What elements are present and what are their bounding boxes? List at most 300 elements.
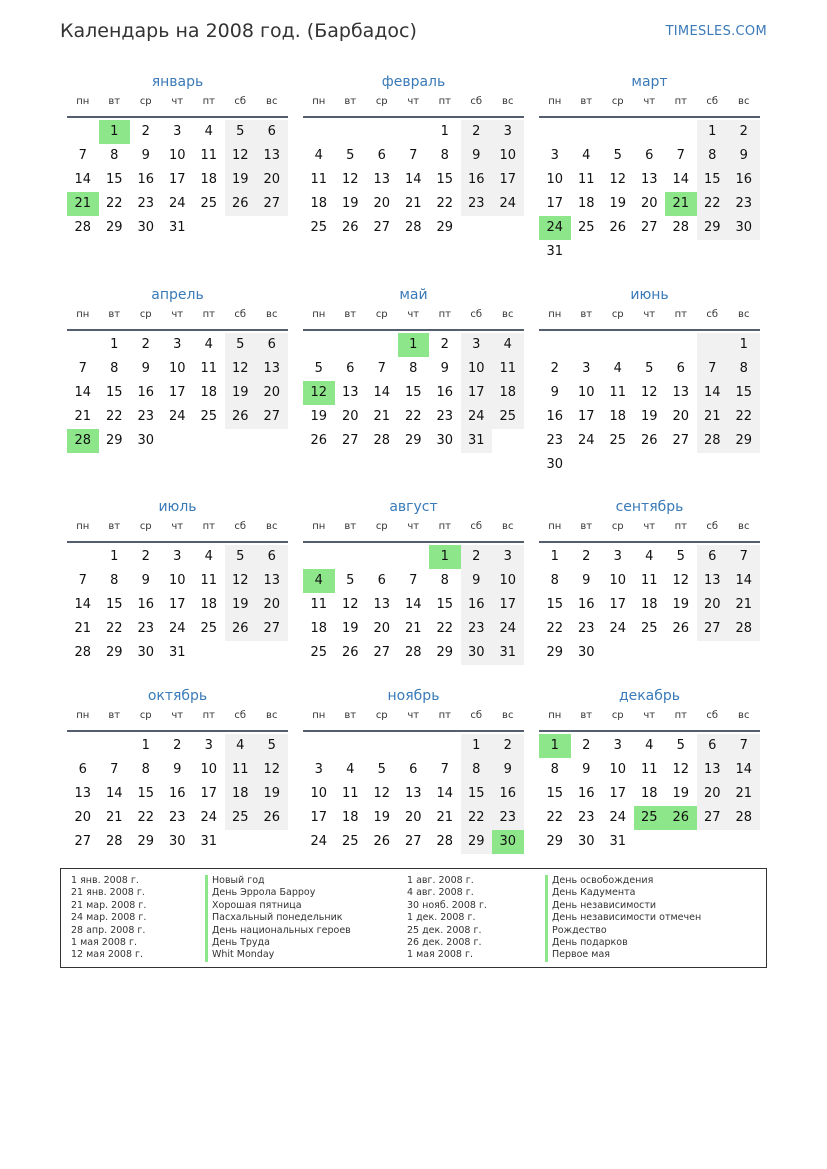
day-cell: 7: [728, 545, 760, 569]
day-cell: 17: [577, 409, 595, 424]
day-cell: 12: [640, 385, 658, 400]
legend-entry: 24 мар. 2008 г.: [71, 912, 147, 924]
day-cell: 28: [697, 429, 729, 453]
day-cell: 13: [373, 172, 391, 187]
weekday-label: ср: [139, 309, 152, 320]
weekday-label: вт: [344, 96, 357, 107]
day-cell: 12: [341, 172, 359, 187]
day-cell: 20: [672, 409, 690, 424]
holiday-day: 1: [539, 734, 571, 758]
day-cell: 8: [728, 357, 760, 381]
day-cell: 21: [74, 409, 92, 424]
month-name: февраль: [381, 74, 446, 90]
weekday-label: чт: [171, 710, 184, 721]
day-cell: 9: [461, 144, 493, 168]
day-cell: 18: [341, 810, 359, 825]
day-cell: 15: [546, 786, 564, 801]
day-cell: 1: [461, 734, 493, 758]
day-cell: 27: [640, 220, 658, 235]
day-cell: 11: [492, 357, 524, 381]
day-cell: 30: [546, 457, 564, 472]
month-name: август: [389, 499, 438, 515]
day-cell: 14: [728, 569, 760, 593]
day-cell: 6: [697, 545, 729, 569]
day-cell: 11: [310, 172, 328, 187]
legend-entry: День национальных героев: [205, 925, 351, 937]
weekday-label: ср: [611, 521, 624, 532]
day-cell: 29: [728, 429, 760, 453]
legend-entry: 1 дек. 2008 г.: [407, 912, 476, 924]
day-cell: 6: [346, 361, 355, 376]
weekday-label: вт: [108, 710, 121, 721]
weekday-label: вс: [266, 96, 278, 107]
day-cell: 5: [256, 734, 288, 758]
legend-entry: День подарков: [545, 937, 701, 949]
day-cell: 31: [461, 429, 493, 453]
day-cell: 6: [256, 333, 288, 357]
day-cell: 21: [404, 196, 422, 211]
day-cell: 27: [697, 617, 729, 641]
day-cell: 9: [461, 569, 493, 593]
legend-entry: Новый год: [205, 875, 351, 887]
weekday-header: [67, 307, 288, 331]
empty-cell: [303, 120, 335, 144]
day-cell: 12: [225, 357, 257, 381]
day-cell: 23: [546, 433, 564, 448]
legend-names-2: [545, 875, 701, 962]
weekday-label: чт: [171, 309, 184, 320]
day-cell: 13: [341, 385, 359, 400]
month-name: май: [399, 287, 428, 303]
empty-cell: [571, 333, 603, 357]
weekday-label: сб: [470, 521, 483, 532]
month-8: [303, 497, 524, 665]
day-cell: 14: [728, 758, 760, 782]
weekday-label: вт: [580, 710, 593, 721]
day-cell: 7: [409, 573, 418, 588]
day-cell: 20: [373, 196, 391, 211]
day-cell: 29: [461, 830, 493, 854]
day-cell: 8: [440, 573, 449, 588]
day-cell: 16: [137, 172, 155, 187]
legend-entry: 21 мар. 2008 г.: [71, 899, 147, 911]
day-cell: 21: [105, 810, 123, 825]
day-cell: 26: [225, 192, 257, 216]
day-cell: 5: [645, 361, 654, 376]
day-cell: 3: [314, 762, 323, 777]
day-cell: 25: [577, 220, 595, 235]
weekday-header: [67, 708, 288, 732]
day-cell: 23: [168, 810, 186, 825]
day-cell: 15: [728, 381, 760, 405]
day-cell: 10: [609, 573, 627, 588]
day-cell: 27: [373, 645, 391, 660]
day-cell: 9: [141, 573, 150, 588]
day-cell: 6: [409, 762, 418, 777]
month-5: [303, 285, 524, 453]
day-cell: 8: [697, 144, 729, 168]
month-9: [539, 497, 760, 665]
month-name: июль: [158, 499, 197, 515]
day-cell: 31: [609, 834, 627, 849]
day-cell: 15: [697, 168, 729, 192]
weekday-label: чт: [407, 521, 420, 532]
day-cell: 9: [550, 385, 559, 400]
month-name: июнь: [630, 287, 669, 303]
day-cell: 13: [640, 172, 658, 187]
day-cell: 18: [492, 381, 524, 405]
day-cell: 19: [373, 810, 391, 825]
weekday-header: [539, 708, 760, 732]
day-cell: 8: [440, 148, 449, 163]
day-cell: 26: [373, 834, 391, 849]
day-cell: 10: [577, 385, 595, 400]
empty-cell: [366, 734, 398, 758]
day-cell: 7: [377, 361, 386, 376]
day-cell: 30: [728, 216, 760, 240]
day-cell: 19: [225, 381, 257, 405]
weekday-header: [303, 708, 524, 732]
legend-entry: 1 авг. 2008 г.: [407, 875, 474, 886]
weekday-label: сб: [470, 309, 483, 320]
empty-cell: [665, 120, 697, 144]
day-cell: 14: [672, 172, 690, 187]
day-cell: 17: [310, 810, 328, 825]
weekday-label: пн: [76, 309, 90, 320]
legend-entry: Хорошая пятница: [205, 900, 351, 912]
day-cell: 22: [546, 810, 564, 825]
weekday-label: чт: [171, 96, 184, 107]
day-cell: 5: [225, 120, 257, 144]
day-cell: 19: [225, 168, 257, 192]
day-cell: 18: [577, 196, 595, 211]
day-cell: 14: [404, 172, 422, 187]
month-name: ноябрь: [387, 688, 440, 704]
weekday-label: вс: [502, 96, 514, 107]
day-cell: 18: [310, 196, 328, 211]
day-cell: 20: [404, 810, 422, 825]
empty-cell: [366, 120, 398, 144]
day-cell: 21: [373, 409, 391, 424]
day-cell: 2: [173, 738, 182, 753]
day-cell: 28: [373, 433, 391, 448]
day-cell: 3: [173, 124, 182, 139]
day-cell: 9: [582, 762, 591, 777]
day-cell: 16: [461, 593, 493, 617]
weekday-label: сб: [234, 309, 247, 320]
weekday-label: пт: [674, 710, 687, 721]
month-name: декабрь: [618, 688, 681, 704]
legend-entry: 21 янв. 2008 г.: [71, 887, 145, 899]
day-cell: 5: [613, 148, 622, 163]
legend-entry: День Кадумента: [545, 887, 701, 899]
empty-cell: [366, 333, 398, 357]
day-cell: 1: [550, 549, 559, 564]
weekday-label: ср: [611, 96, 624, 107]
day-cell: 13: [373, 597, 391, 612]
day-cell: 30: [577, 834, 595, 849]
day-cell: 29: [697, 216, 729, 240]
day-cell: 16: [492, 782, 524, 806]
day-cell: 15: [137, 786, 155, 801]
day-cell: 8: [141, 762, 150, 777]
weekday-label: вт: [344, 521, 357, 532]
day-cell: 26: [225, 617, 257, 641]
weekday-label: ср: [139, 96, 152, 107]
day-cell: 11: [200, 573, 218, 588]
day-cell: 16: [461, 168, 493, 192]
day-cell: 2: [582, 549, 591, 564]
day-cell: 23: [137, 409, 155, 424]
legend-entry: Пасхальный понедельник: [205, 912, 351, 924]
day-cell: 10: [310, 786, 328, 801]
month-2: [303, 72, 524, 240]
site-link[interactable]: TIMESLES.COM: [665, 24, 767, 39]
holiday-day: 30: [492, 830, 524, 854]
day-cell: 2: [728, 120, 760, 144]
day-cell: 10: [492, 144, 524, 168]
weekday-header: [67, 94, 288, 118]
weekday-label: ср: [139, 521, 152, 532]
legend-entry: 4 авг. 2008 г.: [407, 887, 474, 899]
day-cell: 16: [577, 786, 595, 801]
day-cell: 7: [676, 148, 685, 163]
legend-entry: День Труда: [205, 937, 351, 949]
day-cell: 2: [141, 337, 150, 352]
weekday-label: пн: [548, 96, 562, 107]
day-cell: 19: [640, 409, 658, 424]
day-cell: 25: [200, 196, 218, 211]
month-7: [67, 497, 288, 665]
day-cell: 21: [728, 593, 760, 617]
day-cell: 26: [256, 806, 288, 830]
month-name: январь: [151, 74, 204, 90]
holiday-day: 1: [398, 333, 430, 357]
day-cell: 15: [461, 782, 493, 806]
month-6: [539, 285, 760, 477]
day-cell: 18: [200, 597, 218, 612]
weekday-label: ср: [611, 309, 624, 320]
day-cell: 16: [436, 385, 454, 400]
day-cell: 6: [377, 148, 386, 163]
month-name: март: [631, 74, 668, 90]
legend-entry: День Эррола Барроу: [205, 887, 351, 899]
day-cell: 24: [168, 196, 186, 211]
day-cell: 19: [341, 196, 359, 211]
day-cell: 30: [436, 433, 454, 448]
day-cell: 14: [74, 172, 92, 187]
legend-entry: День независимости отмечен: [545, 912, 701, 924]
weekday-label: сб: [234, 521, 247, 532]
weekday-label: пн: [548, 710, 562, 721]
weekday-label: чт: [643, 96, 656, 107]
day-cell: 28: [404, 645, 422, 660]
day-cell: 7: [78, 361, 87, 376]
day-cell: 28: [728, 806, 760, 830]
day-cell: 7: [440, 762, 449, 777]
empty-cell: [335, 120, 367, 144]
day-cell: 10: [168, 573, 186, 588]
days-grid: [539, 333, 760, 477]
day-cell: 18: [640, 786, 658, 801]
weekday-label: ср: [375, 710, 388, 721]
day-cell: 30: [137, 220, 155, 235]
day-cell: 30: [137, 645, 155, 660]
day-cell: 7: [78, 573, 87, 588]
day-cell: 30: [137, 433, 155, 448]
days-grid: [539, 734, 760, 854]
weekday-label: ср: [611, 710, 624, 721]
day-cell: 17: [492, 168, 524, 192]
legend-entry: 12 мая 2008 г.: [71, 949, 144, 961]
day-cell: 1: [697, 120, 729, 144]
weekday-label: вс: [738, 710, 750, 721]
day-cell: 29: [436, 645, 454, 660]
weekday-header: [303, 307, 524, 331]
empty-cell: [602, 333, 634, 357]
empty-cell: [571, 120, 603, 144]
weekday-label: вт: [580, 309, 593, 320]
weekday-label: ср: [375, 96, 388, 107]
day-cell: 24: [609, 621, 627, 636]
day-cell: 26: [672, 621, 690, 636]
holiday-day: 26: [665, 806, 697, 830]
legend-names-1: [205, 875, 351, 962]
day-cell: 22: [697, 192, 729, 216]
day-cell: 3: [550, 148, 559, 163]
weekday-label: ср: [139, 710, 152, 721]
month-3: [539, 72, 760, 264]
day-cell: 4: [492, 333, 524, 357]
day-cell: 20: [640, 196, 658, 211]
days-grid: [303, 734, 524, 854]
day-cell: 10: [168, 148, 186, 163]
day-cell: 26: [225, 405, 257, 429]
day-cell: 2: [461, 120, 493, 144]
empty-cell: [303, 734, 335, 758]
weekday-label: пн: [548, 521, 562, 532]
weekday-label: сб: [470, 96, 483, 107]
day-cell: 12: [609, 172, 627, 187]
day-cell: 31: [168, 220, 186, 235]
day-cell: 15: [105, 597, 123, 612]
weekday-label: пт: [438, 96, 451, 107]
empty-cell: [335, 545, 367, 569]
empty-cell: [697, 333, 729, 357]
weekday-label: вс: [266, 309, 278, 320]
day-cell: 25: [310, 645, 328, 660]
day-cell: 3: [582, 361, 591, 376]
weekday-label: пн: [312, 96, 326, 107]
month-name: апрель: [151, 287, 204, 303]
day-cell: 11: [200, 361, 218, 376]
day-cell: 2: [461, 545, 493, 569]
weekday-header: [303, 94, 524, 118]
day-cell: 17: [609, 597, 627, 612]
day-cell: 4: [204, 124, 213, 139]
day-cell: 26: [609, 220, 627, 235]
empty-cell: [67, 734, 99, 758]
weekday-header: [539, 307, 760, 331]
day-cell: 14: [436, 786, 454, 801]
day-cell: 12: [672, 762, 690, 777]
day-cell: 20: [256, 381, 288, 405]
day-cell: 5: [676, 549, 685, 564]
day-cell: 16: [546, 409, 564, 424]
day-cell: 28: [74, 220, 92, 235]
day-cell: 21: [404, 621, 422, 636]
empty-cell: [67, 545, 99, 569]
weekday-label: сб: [706, 96, 719, 107]
day-cell: 29: [436, 220, 454, 235]
weekday-label: вс: [502, 710, 514, 721]
day-cell: 10: [546, 172, 564, 187]
day-cell: 8: [110, 573, 119, 588]
day-cell: 27: [256, 405, 288, 429]
day-cell: 23: [137, 621, 155, 636]
day-cell: 13: [74, 786, 92, 801]
weekday-header: [539, 94, 760, 118]
day-cell: 25: [609, 433, 627, 448]
days-grid: [303, 545, 524, 665]
day-cell: 5: [314, 361, 323, 376]
day-cell: 2: [440, 337, 449, 352]
day-cell: 19: [225, 593, 257, 617]
empty-cell: [398, 120, 430, 144]
day-cell: 13: [256, 569, 288, 593]
day-cell: 25: [200, 409, 218, 424]
day-cell: 24: [492, 617, 524, 641]
day-cell: 11: [609, 385, 627, 400]
day-cell: 18: [225, 782, 257, 806]
day-cell: 30: [577, 645, 595, 660]
empty-cell: [366, 545, 398, 569]
legend-entry: 26 дек. 2008 г.: [407, 937, 482, 949]
weekday-label: пт: [202, 710, 215, 721]
weekday-label: пт: [674, 309, 687, 320]
empty-cell: [539, 120, 571, 144]
weekday-label: пт: [438, 521, 451, 532]
day-cell: 24: [168, 621, 186, 636]
day-cell: 12: [225, 144, 257, 168]
empty-cell: [398, 545, 430, 569]
day-cell: 11: [640, 573, 658, 588]
legend-entry: Whit Monday: [205, 949, 351, 961]
day-cell: 8: [110, 361, 119, 376]
day-cell: 28: [105, 834, 123, 849]
day-cell: 11: [200, 148, 218, 163]
day-cell: 4: [613, 361, 622, 376]
day-cell: 21: [728, 782, 760, 806]
day-cell: 11: [341, 786, 359, 801]
day-cell: 14: [404, 597, 422, 612]
day-cell: 1: [110, 337, 119, 352]
day-cell: 31: [200, 834, 218, 849]
day-cell: 5: [676, 738, 685, 753]
weekday-label: вт: [344, 309, 357, 320]
day-cell: 19: [256, 782, 288, 806]
weekday-label: чт: [171, 521, 184, 532]
day-cell: 25: [492, 405, 524, 429]
day-cell: 18: [609, 409, 627, 424]
day-cell: 20: [74, 810, 92, 825]
empty-cell: [335, 734, 367, 758]
weekday-label: чт: [407, 710, 420, 721]
day-cell: 13: [404, 786, 422, 801]
day-cell: 20: [256, 593, 288, 617]
day-cell: 6: [645, 148, 654, 163]
day-cell: 19: [609, 196, 627, 211]
